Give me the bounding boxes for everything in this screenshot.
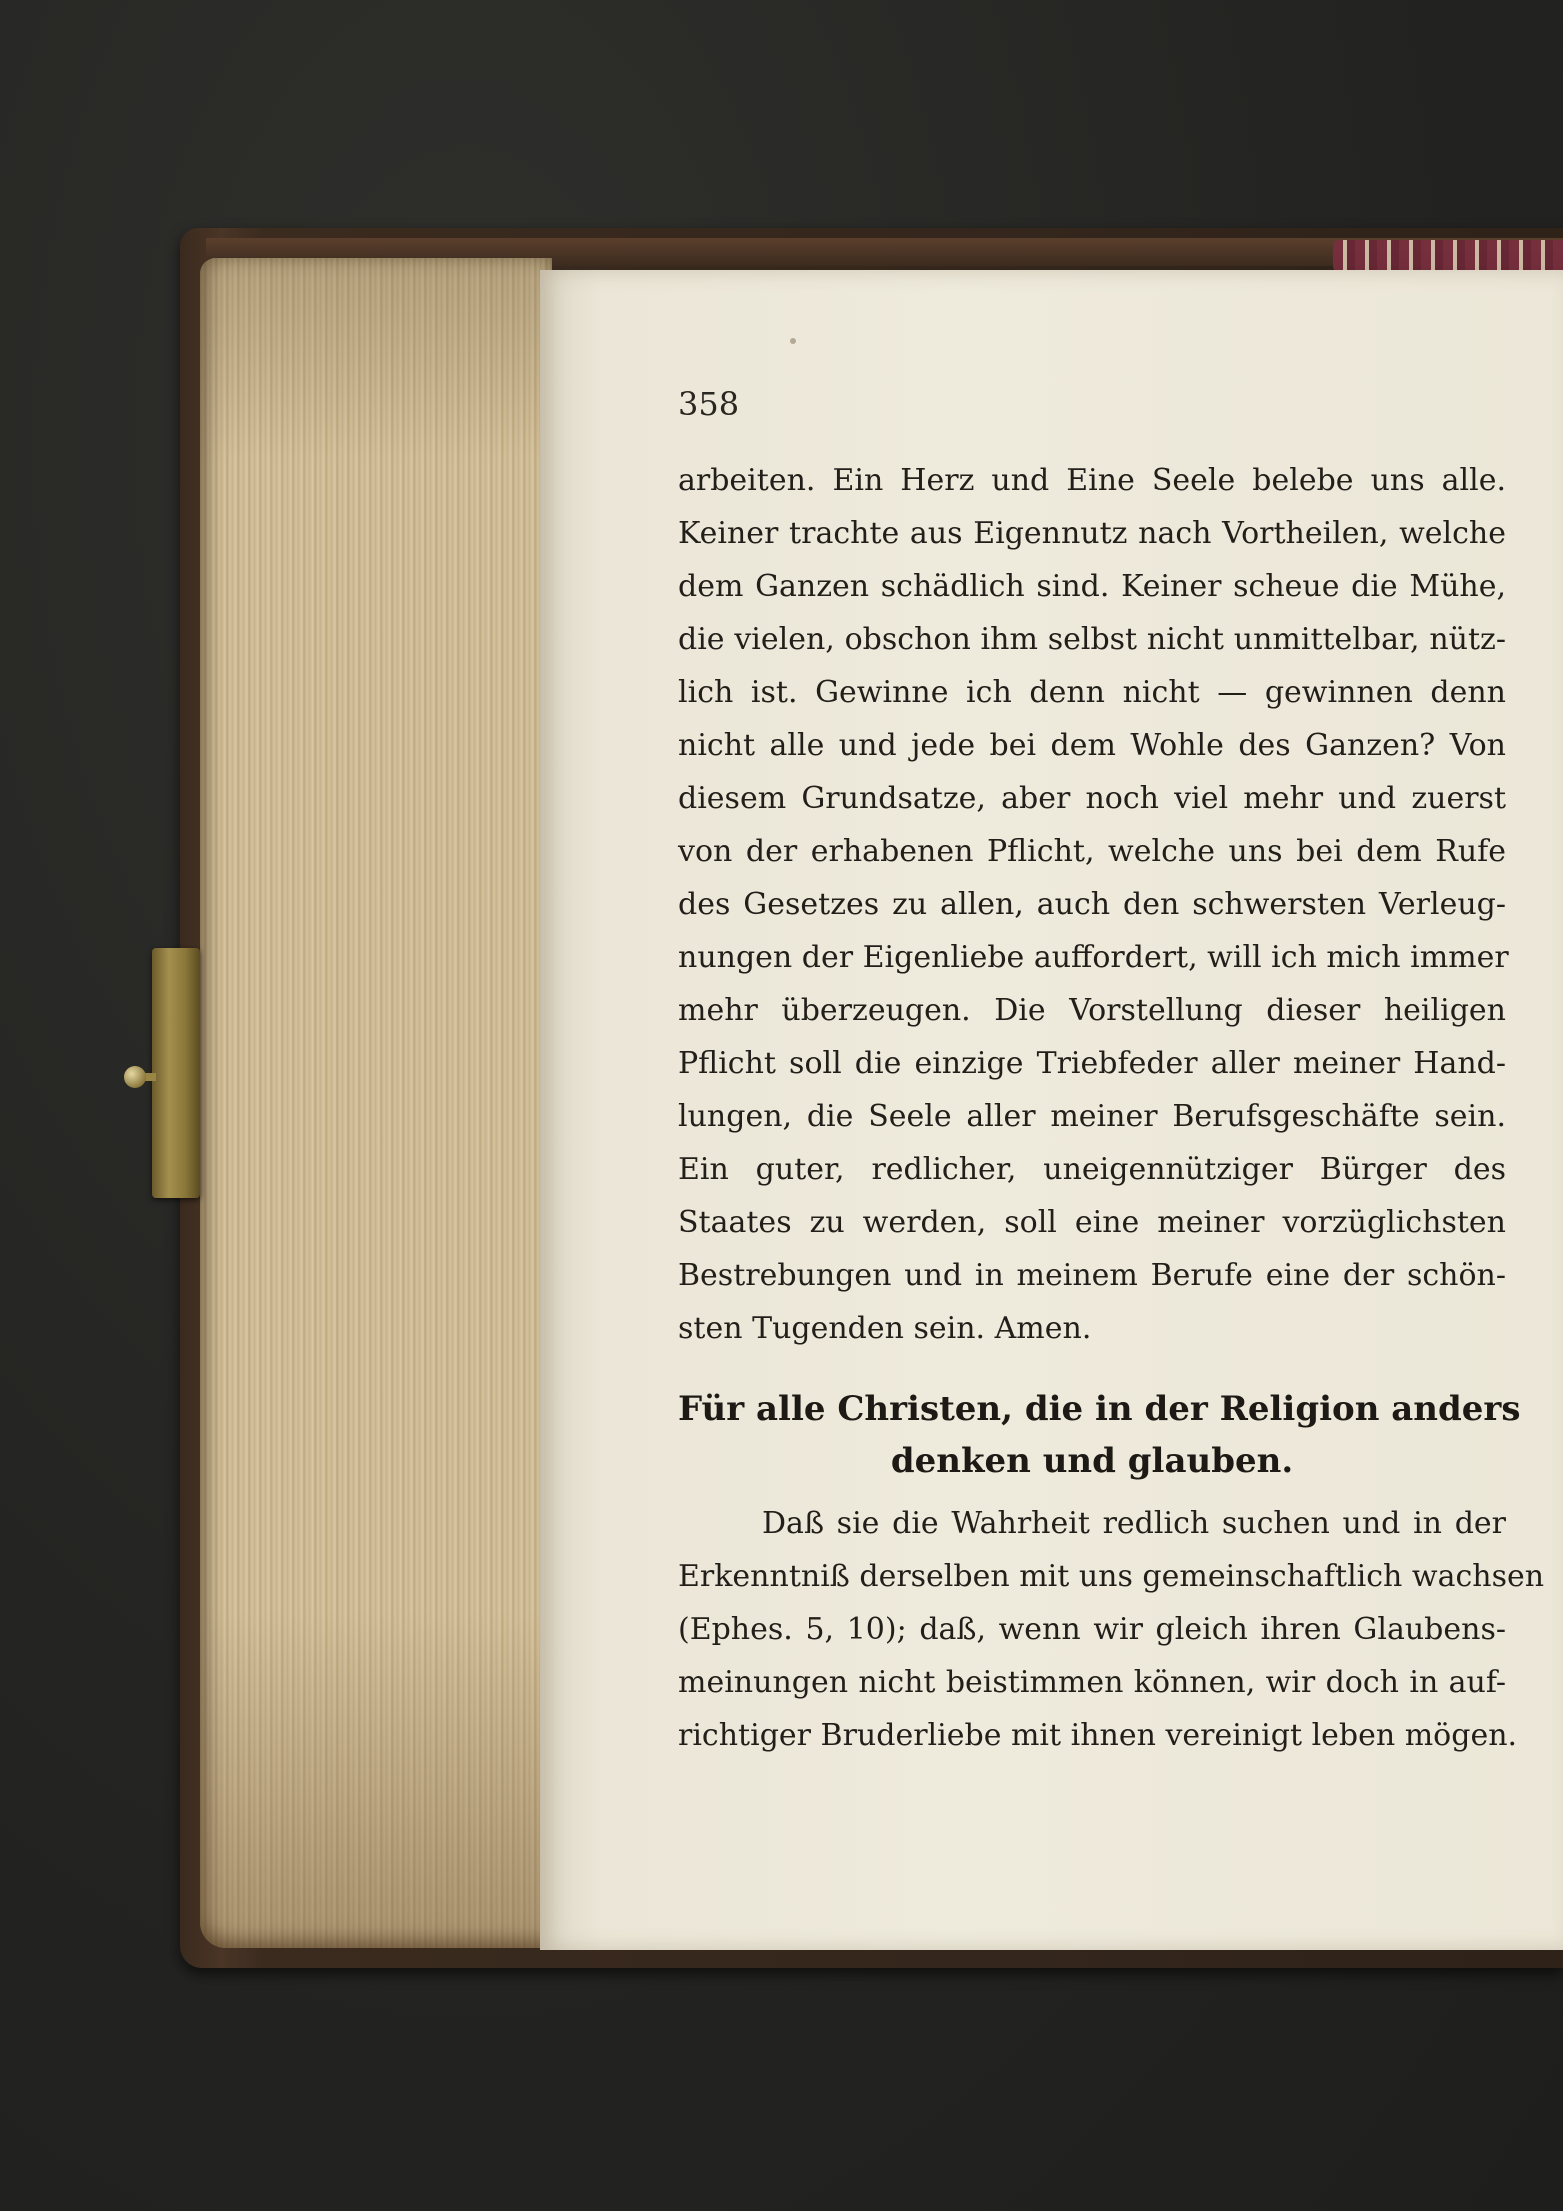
text-line: die vielen, obschon ihm selbst nicht unmittelbar, nütz- <box>678 622 1506 657</box>
text-line: sten Tugenden sein. Amen. <box>678 1311 1092 1346</box>
heading-line: denken und glauben. <box>890 1441 1294 1481</box>
text-line: lich ist. Gewinne ich denn nicht — gewinnen denn <box>678 675 1506 710</box>
printed-page <box>540 270 1563 1950</box>
text-line: Daß sie die Wahrheit redlich suchen und in der <box>762 1506 1506 1541</box>
page-number: 358 <box>678 385 740 423</box>
text-line: des Gesetzes zu allen, auch den schwersten Verleug- <box>678 887 1506 922</box>
text-line: (Ephes. 5, 10); daß, wenn wir gleich ihren Glaubens- <box>678 1612 1506 1647</box>
text-line: Erkenntniß derselben mit uns gemeinschaftlich wachsen <box>678 1559 1545 1594</box>
page-block-shading <box>200 258 552 1948</box>
paragraph-1 <box>678 454 1509 1355</box>
ink-spot <box>790 338 796 344</box>
text-line: arbeiten. Ein Herz und Eine Seele belebe uns alle. <box>678 463 1506 498</box>
text-line: diesem Grundsatze, aber noch viel mehr und zuerst <box>678 781 1506 816</box>
paragraph-2 <box>678 1497 1545 1762</box>
text-line: lungen, die Seele aller meiner Berufsgeschäfte sein. <box>678 1099 1506 1134</box>
text-line: mehr überzeugen. Die Vorstellung dieser heiligen <box>678 993 1506 1028</box>
text-line: richtiger Bruderliebe mit ihnen vereinigt leben mögen. <box>678 1718 1518 1753</box>
text-line: nicht alle und jede bei dem Wohle des Ganzen? Von <box>678 728 1506 763</box>
heading-line: Für alle Christen, die in der Religion anders <box>678 1389 1521 1429</box>
book-clasp <box>152 948 200 1198</box>
text-line: Bestrebungen und in meinem Berufe eine der schön- <box>678 1258 1506 1293</box>
headband <box>1333 240 1563 272</box>
text-line: Keiner trachte aus Eigennutz nach Vortheilen, welche <box>678 516 1506 551</box>
section-heading <box>678 1383 1521 1487</box>
page-content <box>678 382 1545 1762</box>
text-line: Pflicht soll die einzige Triebfeder aller meiner Hand- <box>678 1046 1506 1081</box>
text-line: dem Ganzen schädlich sind. Keiner scheue die Mühe, <box>678 569 1506 604</box>
text-line: meinungen nicht beistimmen können, wir doch in auf- <box>678 1665 1506 1700</box>
text-line: Ein guter, redlicher, uneigennütziger Bürger des <box>678 1152 1506 1187</box>
text-line: von der erhabenen Pflicht, welche uns bei dem Rufe <box>678 834 1506 869</box>
clasp-pin <box>124 1066 146 1088</box>
text-line: Staates zu werden, soll eine meiner vorzüglichsten <box>678 1205 1506 1240</box>
text-line: nungen der Eigenliebe auffordert, will ich mich immer <box>678 940 1509 975</box>
